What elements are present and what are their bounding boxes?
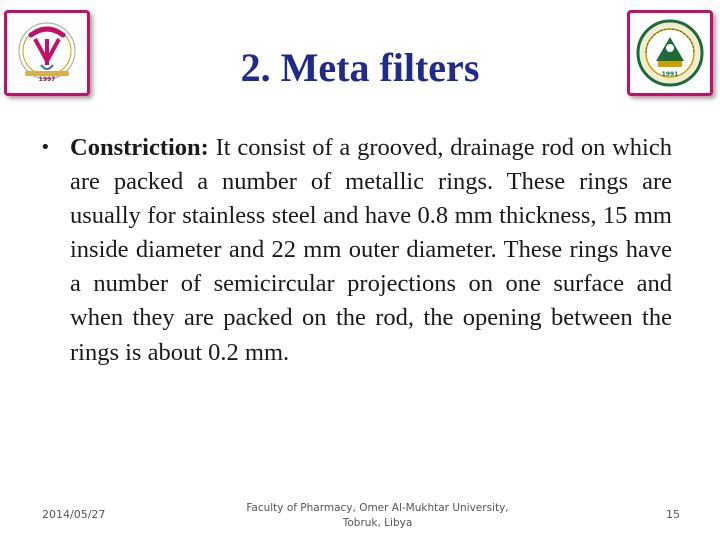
footer-institution-line1: Faculty of Pharmacy, Omer Al-Mukhtar University, — [246, 502, 509, 514]
svg-text:1991: 1991 — [661, 71, 679, 78]
bullet-paragraph — [70, 131, 672, 370]
bullet-item — [32, 131, 672, 370]
footer-institution — [245, 501, 510, 531]
footer-institution-line2: Tobruk, Libya — [342, 517, 413, 529]
slide-title: 2. Meta filters — [240, 45, 480, 90]
page-number: 15 — [666, 508, 680, 521]
footer-date: 2014/05/27 — [42, 508, 106, 521]
bullet-point-icon: • — [40, 137, 51, 158]
svg-text:1997: 1997 — [38, 76, 56, 83]
bullet-body-text: It consist of a grooved, drainage rod on which are packed a number of metallic rings. These rings are usually for stainless steel and have 0.8 mm thickness, 15 mm inside diameter and 22 mm outer diameter. These rings have a number of semicircular projections on one surface and when they are packed on the rod, the opening between the rings is about 0.2 mm. — [70, 134, 672, 366]
bullet-term: Constriction: — [70, 134, 209, 161]
